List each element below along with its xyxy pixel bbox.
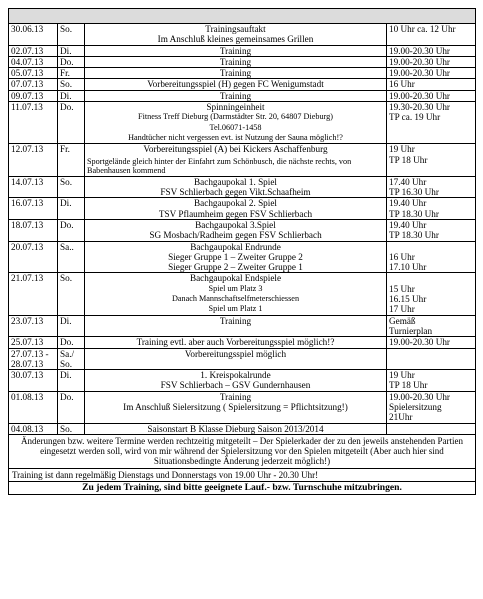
event-line: Bachgaupokal 3.Spiel — [195, 219, 276, 230]
event-line: 1. Kreispokalrunde — [200, 370, 271, 381]
schedule-row — [9, 348, 476, 370]
event-line: Bachgaupokal Endrunde — [190, 241, 281, 252]
row-time — [387, 56, 476, 67]
row-date: 30.06.13 — [9, 24, 58, 46]
time-line: 15 Uhr — [389, 283, 415, 294]
header-bar — [8, 8, 476, 23]
row-weekday: Di. — [58, 198, 85, 220]
schedule-row — [9, 337, 476, 348]
row-event — [85, 337, 387, 348]
schedule-table — [8, 23, 476, 495]
time-line: 19 Uhr — [389, 370, 415, 381]
event-note: Sportgelände gleich hinter der Einfahrt zum Schönbusch, die nächste rechts, von Babenhausen kommend — [87, 156, 352, 176]
row-time — [387, 241, 476, 273]
row-time — [387, 348, 476, 370]
row-event — [85, 273, 387, 315]
time-line: TP 18.30 Uhr — [389, 230, 439, 241]
row-date: 07.07.13 — [9, 79, 58, 90]
schedule-row — [9, 68, 476, 79]
row-weekday: So. — [58, 273, 85, 315]
row-event — [85, 79, 387, 90]
time-line: 16.15 Uhr — [389, 294, 427, 305]
time-line: 19.40 Uhr — [389, 219, 427, 230]
row-event — [85, 24, 387, 46]
schedule-row — [9, 198, 476, 220]
schedule-row — [9, 423, 476, 434]
row-event — [85, 391, 387, 423]
row-time — [387, 144, 476, 176]
changes-note: Änderungen bzw. weitere Termine werden rechtzeitig mitgeteilt – Der Spielerkader der zu den jeweils anstehenden Partien eingesetzt werden soll, wird von mir während der Spielersitzung vor den Spielen mitgeteilt (Aber auch hier sind Situationsbedingte Änderung jederzeit möglich!) — [9, 434, 476, 468]
row-time — [387, 423, 476, 434]
schedule-row — [9, 370, 476, 392]
schedule-row — [9, 90, 476, 101]
row-event — [85, 144, 387, 176]
row-weekday: Fr. — [58, 68, 85, 79]
row-event — [85, 102, 387, 144]
row-date: 02.07.13 — [9, 45, 58, 56]
row-time — [387, 102, 476, 144]
row-time — [387, 90, 476, 101]
row-time — [387, 198, 476, 220]
row-date: 09.07.13 — [9, 90, 58, 101]
row-date: 18.07.13 — [9, 219, 58, 241]
row-weekday: So. — [58, 24, 85, 46]
event-line: Tel.06071-1458 — [209, 122, 262, 132]
event-line: FSV Schlierbach – GSV Gundernhausen — [160, 380, 311, 391]
row-date: 14.07.13 — [9, 176, 58, 198]
row-event — [85, 423, 387, 434]
event-line: Training — [219, 45, 252, 56]
event-line: FSV Schlierbach gegen Vikt.Schaafheim — [160, 187, 311, 198]
event-line: Training — [219, 90, 252, 101]
schedule-row — [9, 241, 476, 273]
event-line: Training — [219, 68, 252, 79]
row-weekday: Do. — [58, 337, 85, 348]
time-line: 19.00-20.30 Uhr — [389, 45, 450, 56]
row-date: 21.07.13 — [9, 273, 58, 315]
footer-row-training — [9, 468, 476, 481]
time-line: 21Uhr — [389, 412, 413, 423]
event-line: Sieger Gruppe 2 – Zweiter Gruppe 1 — [168, 262, 303, 273]
time-line: TP 18 Uhr — [389, 380, 428, 391]
footer-row-shoes — [9, 482, 476, 495]
event-line: Training — [219, 56, 252, 67]
row-event — [85, 241, 387, 273]
row-event — [85, 56, 387, 67]
event-line: Training — [219, 391, 252, 402]
row-weekday: So. — [58, 423, 85, 434]
time-line: TP ca. 19 Uhr — [389, 112, 441, 123]
row-date: 16.07.13 — [9, 198, 58, 220]
time-line: TP 18 Uhr — [389, 154, 428, 165]
row-time — [387, 391, 476, 423]
time-line — [389, 424, 473, 434]
row-weekday: Di. — [58, 45, 85, 56]
schedule-row — [9, 24, 476, 46]
event-line: Danach Mannschaftselfmeterschiessen — [171, 294, 300, 304]
event-line: Im Anschluß kleines gemeinsames Grillen — [157, 34, 314, 45]
row-date: 30.07.13 — [9, 370, 58, 392]
row-weekday: Do. — [58, 219, 85, 241]
schedule-row — [9, 273, 476, 315]
row-weekday: So. — [58, 79, 85, 90]
row-weekday: Di. — [58, 315, 85, 337]
time-line — [389, 273, 473, 283]
row-weekday: Di. — [58, 370, 85, 392]
row-weekday: Do. — [58, 102, 85, 144]
row-time — [387, 176, 476, 198]
row-event — [85, 315, 387, 337]
event-line: Saisonstart B Klasse Dieburg Saison 2013/2014 — [147, 423, 324, 434]
event-line: Vorbereitungsspiel möglich — [184, 348, 287, 359]
time-line — [389, 349, 473, 359]
row-event — [85, 176, 387, 198]
time-line: 19.00-20.30 Uhr — [389, 68, 450, 79]
row-event — [85, 68, 387, 79]
time-line: Spielersitzung — [389, 401, 442, 412]
event-line: Bachgaupokal 1. Spiel — [194, 176, 277, 187]
row-time — [387, 45, 476, 56]
schedule-row — [9, 45, 476, 56]
time-line: 16 Uhr — [389, 79, 415, 90]
event-line: Spinningeinheit — [206, 102, 265, 113]
event-line: Trainingsauftakt — [205, 24, 266, 34]
row-date: 05.07.13 — [9, 68, 58, 79]
event-line: Bachgaupokal 2. Spiel — [194, 198, 277, 209]
event-line: Training — [219, 315, 252, 326]
schedule-row — [9, 391, 476, 423]
row-date: 20.07.13 — [9, 241, 58, 273]
event-line: Fitness Treff Dieburg (Darmstädter Str. 20, 64807 Dieburg) — [138, 112, 333, 122]
row-weekday: Do. — [58, 56, 85, 67]
row-weekday: Sa./ So. — [58, 348, 85, 370]
time-line: 19 Uhr — [389, 144, 415, 155]
training-note: Training ist dann regelmäßig Dienstags und Donnerstags von 19.00 Uhr - 20.30 Uhr! — [9, 468, 476, 481]
row-date: 11.07.13 — [9, 102, 58, 144]
schedule-row — [9, 219, 476, 241]
time-line: 19.00-20.30 Uhr — [389, 56, 450, 67]
schedule-row — [9, 79, 476, 90]
event-line: Training evtl. aber auch Vorbereitungsspiel möglich!? — [136, 337, 335, 348]
row-date: 04.08.13 — [9, 423, 58, 434]
row-event — [85, 370, 387, 392]
schedule-row — [9, 176, 476, 198]
schedule-row — [9, 144, 476, 176]
row-time — [387, 24, 476, 46]
footer-row-changes — [9, 434, 476, 468]
time-line — [389, 242, 473, 252]
time-line: 19.00-20.30 Uhr — [389, 90, 450, 101]
row-date: 23.07.13 — [9, 315, 58, 337]
event-line: TSV Pflaumheim gegen FSV Schlierbach — [158, 208, 313, 219]
row-time — [387, 79, 476, 90]
time-line: 17.40 Uhr — [389, 176, 427, 187]
time-line: Gemäß — [389, 315, 416, 326]
time-line: 19.30-20.30 Uhr — [389, 102, 450, 113]
schedule-row — [9, 56, 476, 67]
event-line: SG Mosbach/Radheim gegen FSV Schlierbach — [149, 230, 322, 241]
schedule-row — [9, 102, 476, 144]
time-line: Turnierplan — [389, 325, 433, 336]
event-line: Bachgaupokal Endspiele — [189, 273, 282, 284]
schedule-row — [9, 315, 476, 337]
row-weekday: Fr. — [58, 144, 85, 176]
row-date: 12.07.13 — [9, 144, 58, 176]
row-date: 01.08.13 — [9, 391, 58, 423]
row-time — [387, 68, 476, 79]
time-line: 19.00-20.30 Uhr — [389, 391, 450, 402]
event-line: Handtücher nicht vergessen evt. ist Nutzung der Sauna möglich!? — [128, 132, 343, 142]
time-line: 19.40 Uhr — [389, 198, 427, 209]
row-date: 04.07.13 — [9, 56, 58, 67]
time-line: 10 Uhr ca. 12 Uhr — [389, 24, 456, 34]
time-line: TP 16.30 Uhr — [389, 187, 439, 198]
row-time — [387, 370, 476, 392]
row-time — [387, 273, 476, 315]
row-event — [85, 198, 387, 220]
row-date: 25.07.13 — [9, 337, 58, 348]
row-weekday: Do. — [58, 391, 85, 423]
event-line: Sieger Gruppe 1 – Zweiter Gruppe 2 — [168, 251, 303, 262]
event-line: Spiel um Platz 1 — [208, 304, 263, 314]
row-time — [387, 315, 476, 337]
row-weekday: Di. — [58, 90, 85, 101]
time-line: 19.00-20.30 Uhr — [389, 337, 450, 348]
row-weekday: So. — [58, 176, 85, 198]
time-line: 17.10 Uhr — [389, 262, 427, 273]
row-event — [85, 45, 387, 56]
event-line: Im Anschluß Sielersitzung ( Spielersitzung = Pflichtsitzung!) — [123, 401, 348, 412]
row-weekday: Sa.. — [58, 241, 85, 273]
row-time — [387, 337, 476, 348]
schedule-document — [8, 8, 476, 495]
shoes-note: Zu jedem Training, sind bitte geeignete Lauf.- bzw. Turnschuhe mitzubringen. — [9, 482, 476, 495]
event-line: Vorbereitungsspiel (A) bei Kickers Aschaffenburg — [143, 144, 328, 155]
time-line: TP 18.30 Uhr — [389, 208, 439, 219]
time-line: 17 Uhr — [389, 304, 415, 315]
row-date: 27.07.13 - 28.07.13 — [9, 348, 58, 370]
time-line: 16 Uhr — [389, 251, 415, 262]
row-event — [85, 219, 387, 241]
row-time — [387, 219, 476, 241]
row-event — [85, 90, 387, 101]
event-line: Spiel um Platz 3 — [208, 283, 263, 293]
row-event — [85, 348, 387, 370]
event-line: Vorbereitungsspiel (H) gegen FC Wenigumstadt — [147, 79, 324, 90]
